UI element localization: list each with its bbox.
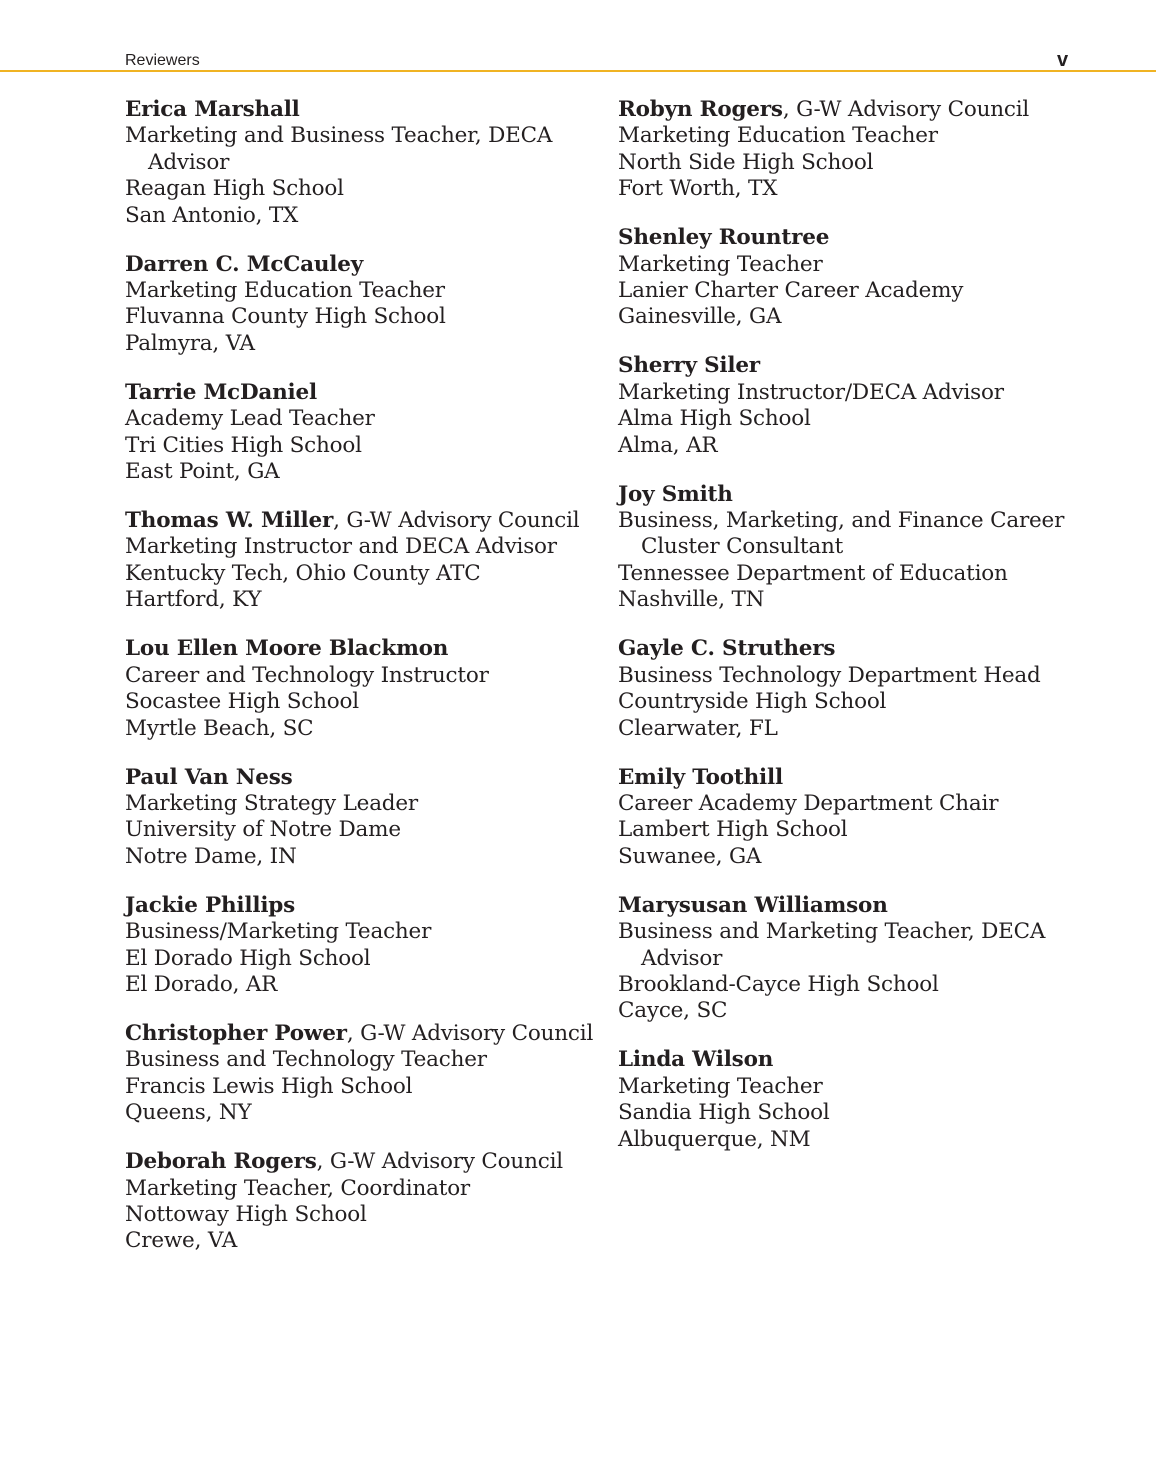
reviewer-title: Academy Lead Teacher xyxy=(125,406,375,432)
running-head: Reviewers xyxy=(125,52,200,69)
reviewer-name: Robyn Rogers xyxy=(618,97,783,122)
reviewer-name: Joy Smith xyxy=(618,481,733,507)
reviewer-title: Marketing Education Teacher xyxy=(618,123,938,149)
reviewer-title: Marketing Teacher xyxy=(618,251,823,277)
reviewer-affiliation: , G-W Advisory Council xyxy=(333,508,580,534)
reviewer-school: Francis Lewis High School xyxy=(125,1073,413,1099)
reviewer-school: University of Notre Dame xyxy=(125,817,401,843)
reviewer-location: Crewe, VA xyxy=(125,1228,238,1254)
reviewer-school: Nottoway High School xyxy=(125,1201,367,1227)
reviewer-name-line xyxy=(125,1021,595,1047)
reviewer-name-line xyxy=(618,765,1088,791)
reviewer-title: Business and Technology Teacher xyxy=(125,1047,487,1073)
reviewer-location: Fort Worth, TX xyxy=(618,176,778,202)
reviewer-title: Career Academy Department Chair xyxy=(618,790,999,816)
reviewer-name-line xyxy=(125,1149,595,1175)
reviewer-title: Career and Technology Instructor xyxy=(125,662,489,688)
reviewer-location: Gainesville, GA xyxy=(618,304,782,330)
reviewer-title: Marketing Instructor and DECA Advisor xyxy=(125,534,557,560)
reviewer-entry xyxy=(125,1021,595,1127)
reviewer-school: El Dorado High School xyxy=(125,945,371,971)
reviewer-location: Notre Dame, IN xyxy=(125,843,297,869)
reviewer-title: Marketing Strategy Leader xyxy=(125,790,418,816)
reviewer-school: Reagan High School xyxy=(125,176,344,202)
reviewer-entry xyxy=(618,353,1088,459)
reviewer-name-line xyxy=(618,482,1088,508)
reviewer-school: Countryside High School xyxy=(618,689,887,715)
reviewer-name: Shenley Rountree xyxy=(618,225,830,251)
reviewer-name: Marysusan Williamson xyxy=(618,892,888,918)
reviewer-entry xyxy=(125,893,595,999)
reviewer-name-line xyxy=(618,225,1088,251)
reviewer-name-line xyxy=(618,1047,1088,1073)
reviewer-location: Alma, AR xyxy=(618,432,718,458)
reviewer-school: Tennessee Department of Education xyxy=(618,560,1008,586)
reviewer-entry xyxy=(125,636,595,742)
reviewer-school: Socastee High School xyxy=(125,689,359,715)
reviewer-entry xyxy=(618,636,1088,742)
reviewer-name: Jackie Phillips xyxy=(125,892,296,918)
reviewer-school: Kentucky Tech, Ohio County ATC xyxy=(125,560,481,586)
reviewer-affiliation: , G-W Advisory Council xyxy=(346,1020,594,1046)
reviewer-location: Clearwater, FL xyxy=(618,715,778,741)
page-header xyxy=(0,0,1156,72)
reviewer-location: Palmyra, VA xyxy=(125,330,255,356)
reviewer-name: Erica Marshall xyxy=(125,97,300,122)
reviewer-name: Sherry Siler xyxy=(618,353,760,379)
reviewer-location: San Antonio, TX xyxy=(125,202,299,228)
reviewer-name-line xyxy=(618,353,1088,379)
reviewer-name-line xyxy=(125,252,595,278)
reviewer-location: Nashville, TN xyxy=(618,587,765,613)
reviewer-affiliation: , G-W Advisory Council xyxy=(316,1149,563,1175)
reviewer-name-line xyxy=(125,893,595,919)
reviewer-entry xyxy=(618,765,1088,871)
reviewers-left-column xyxy=(125,97,595,1277)
reviewer-name-line xyxy=(618,893,1088,919)
reviewer-name: Gayle C. Struthers xyxy=(618,636,836,662)
reviewer-entry xyxy=(618,893,1088,1025)
reviewer-school: Fluvanna County High School xyxy=(125,304,446,330)
reviewer-location: Myrtle Beach, SC xyxy=(125,715,314,741)
reviewer-title: Marketing Teacher xyxy=(618,1073,823,1099)
reviewer-entry xyxy=(125,765,595,871)
reviewer-title: Business, Marketing, and Finance Career xyxy=(618,508,1065,534)
reviewer-name-line xyxy=(125,97,595,123)
reviewer-name: Darren C. McCauley xyxy=(125,251,364,277)
reviewer-title: Business/Marketing Teacher xyxy=(125,919,432,945)
reviewer-location: Suwanee, GA xyxy=(618,843,762,869)
reviewer-title: Marketing Education Teacher xyxy=(125,278,445,304)
reviewer-location: East Point, GA xyxy=(125,459,280,485)
reviewer-entry xyxy=(618,97,1088,203)
reviewer-entry xyxy=(618,225,1088,331)
reviewer-entry xyxy=(125,380,595,486)
reviewer-school: Alma High School xyxy=(618,406,811,432)
reviewer-title-continued: Cluster Consultant xyxy=(641,534,844,560)
reviewer-title: Marketing Teacher, Coordinator xyxy=(125,1175,471,1201)
reviewer-location: Albuquerque, NM xyxy=(618,1126,811,1152)
reviewer-school: Lanier Charter Career Academy xyxy=(618,278,964,304)
reviewer-school: Brookland-Cayce High School xyxy=(618,971,939,997)
reviewer-name: Emily Toothill xyxy=(618,764,783,790)
reviewer-location: Queens, NY xyxy=(125,1100,252,1126)
reviewer-name-line xyxy=(125,765,595,791)
reviewer-name-line xyxy=(125,508,595,534)
reviewer-entry xyxy=(125,508,595,614)
reviewer-school: Tri Cities High School xyxy=(125,432,362,458)
reviewer-name: Thomas W. Miller xyxy=(125,508,334,534)
reviewer-name-line xyxy=(618,636,1088,662)
reviewer-entry xyxy=(125,97,595,229)
reviewer-location: El Dorado, AR xyxy=(125,971,278,997)
reviewer-entry xyxy=(618,482,1088,614)
reviewer-name: Lou Ellen Moore Blackmon xyxy=(125,636,449,662)
reviewer-title: Marketing and Business Teacher, DECA xyxy=(125,123,553,149)
reviewers-right-column xyxy=(618,97,1088,1176)
reviewer-affiliation: , G-W Advisory Council xyxy=(782,97,1030,122)
page-number: v xyxy=(1057,49,1069,71)
reviewer-title-continued: Advisor xyxy=(148,149,230,175)
reviewer-name: Linda Wilson xyxy=(618,1047,774,1073)
reviewer-entry xyxy=(125,1149,595,1255)
reviewer-entry xyxy=(125,252,595,358)
reviewer-name-line xyxy=(125,636,595,662)
reviewer-title: Business Technology Department Head xyxy=(618,662,1041,688)
reviewer-school: Sandia High School xyxy=(618,1100,830,1126)
reviewer-school: Lambert High School xyxy=(618,817,848,843)
reviewer-name: Christopher Power xyxy=(125,1020,347,1046)
reviewer-name: Tarrie McDaniel xyxy=(125,379,317,405)
reviewer-title: Marketing Instructor/DECA Advisor xyxy=(618,379,1004,405)
reviewer-name-line xyxy=(125,380,595,406)
reviewer-title: Business and Marketing Teacher, DECA xyxy=(618,919,1046,945)
reviewer-name: Paul Van Ness xyxy=(125,764,293,790)
reviewer-entry xyxy=(618,1047,1088,1153)
reviewer-location: Hartford, KY xyxy=(125,587,262,613)
reviewer-title-continued: Advisor xyxy=(641,945,723,971)
reviewer-school: North Side High School xyxy=(618,149,874,175)
reviewer-name-line xyxy=(618,97,1088,123)
reviewer-name: Deborah Rogers xyxy=(125,1149,317,1175)
reviewer-location: Cayce, SC xyxy=(618,998,728,1024)
